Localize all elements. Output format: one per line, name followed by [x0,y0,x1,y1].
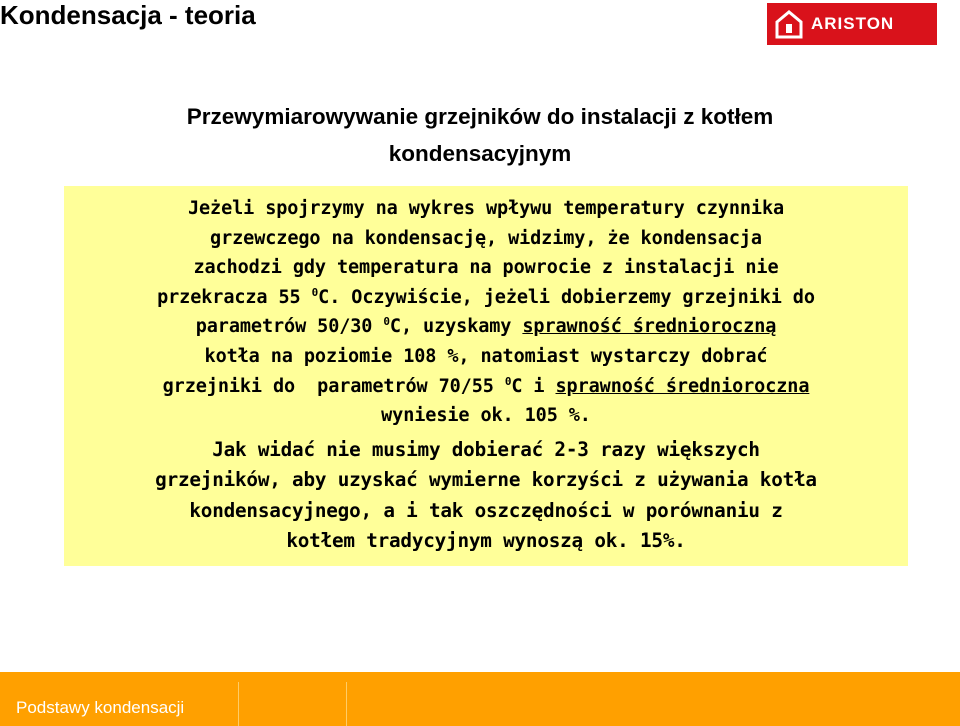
paragraph-2-line: Jak widać nie musimy dobierać 2-3 razy większych [212,437,760,461]
footer-text: Podstawy kondensacji [16,698,185,717]
content-box [64,186,908,566]
paragraph-1-line: wyniesie ok. 105 %. [381,405,591,427]
heading-line-2: kondensacyjnym [388,141,572,166]
paragraph-2-line: kondensacyjnego, a i tak oszczędności w porównaniu z [189,498,783,522]
degree-superscript: 0 [311,285,319,299]
paragraph-2-line: kotłem tradycyjnym wynoszą ok. 15%. [286,529,686,553]
paragraph-1-line: zachodzi gdy temperatura na powrocie z instalacji nie [193,257,779,279]
underlined-text: sprawność średnioroczną [522,316,777,338]
slide-heading [0,98,960,172]
paragraph-1-line: parametrów 50/30 $^0$C, uzyskamy sprawność średnioroczną [195,315,777,338]
degree-superscript: 0 [383,315,390,329]
paragraph-2-line: grzejników, aby uzyskać wymierne korzyści z używania kotła [155,468,817,492]
paragraph-2 [64,435,908,557]
paragraph-1-line: kotła na poziomie 108 %, natomiast wystarczy dobrać [204,345,768,367]
heading-line-1: Przewymiarowywanie grzejników do instalacji z kotłem [186,104,774,129]
paragraph-1-line: Jeżeli spojrzymy na wykres wpływu temperatury czynnika [187,198,785,219]
ariston-logo [767,3,937,45]
underlined-text: sprawność średnioroczna [555,375,810,397]
paragraph-1 [64,194,908,431]
footer-bar [0,672,960,726]
degree-superscript: 0 [504,374,512,388]
paragraph-1-line: grzejniki do parametrów 70/55 $^0$C i sprawność średnioroczna [162,374,810,397]
paragraph-1-line: przekracza 55 $^0$C. Oczywiście, jeżeli dobierzemy grzejniki do [157,285,815,308]
logo-text: ARISTON [811,14,895,33]
slide-title: Kondensacja - teoria [0,0,256,30]
paragraph-1-line: grzewczego na kondensację, widzimy, że kondensacja [210,227,762,249]
footer-divider [346,682,347,726]
house-icon [775,9,803,39]
footer-divider [238,682,239,726]
